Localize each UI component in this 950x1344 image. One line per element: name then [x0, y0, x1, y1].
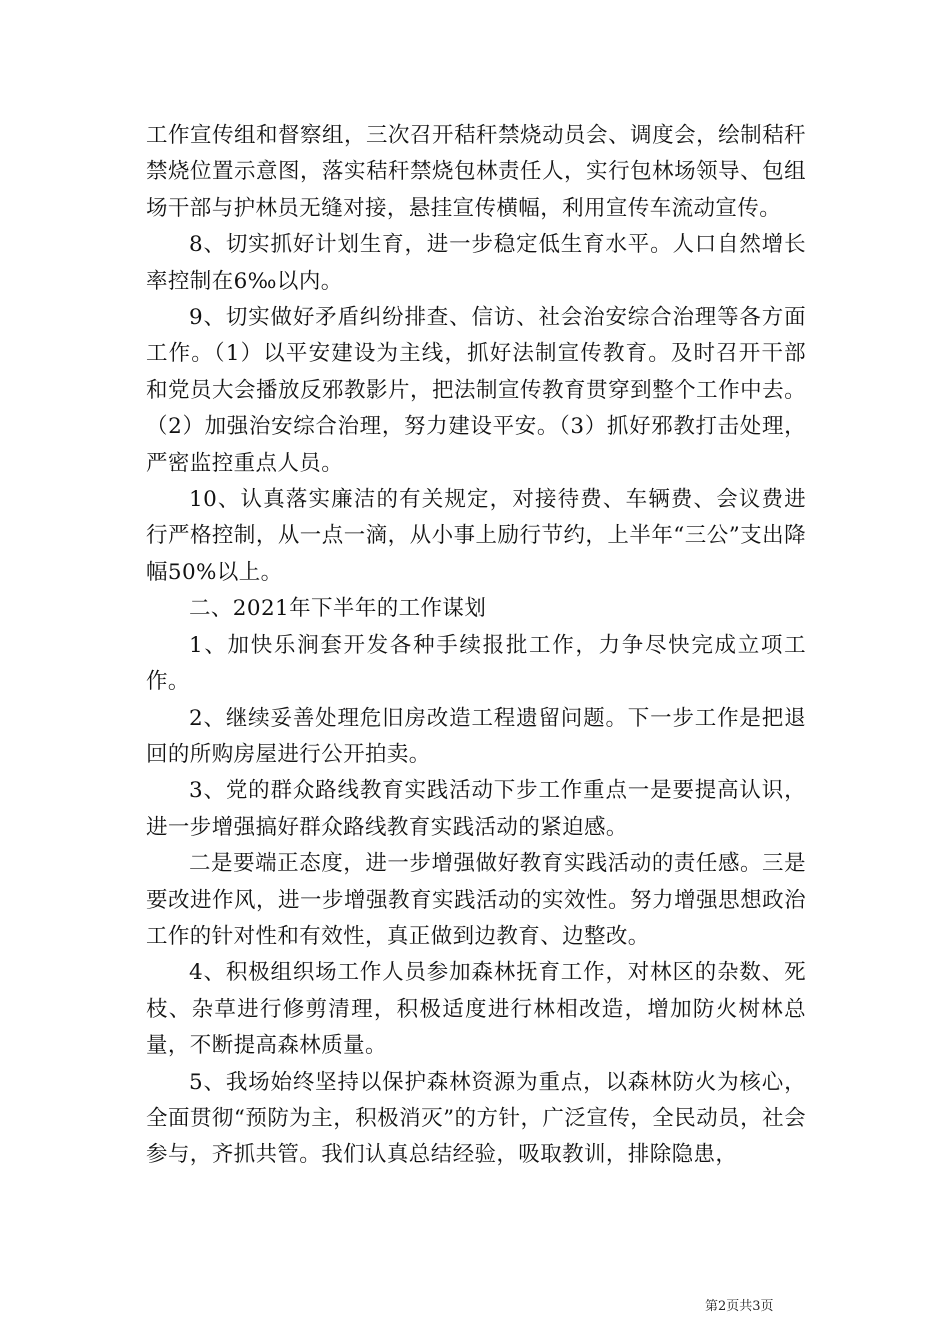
section-heading: 二、2021年下半年的工作谋划: [189, 596, 487, 622]
document-body: [146, 118, 806, 1174]
paragraph-item-8: 8、切实抓好计划生育，进一步稳定低生育水平。人口自然增长率控制在6‰以内。: [146, 232, 806, 294]
paragraph-plan-2: 2、继续妥善处理危旧房改造工程遗留问题。下一步工作是把退回的所购房屋进行公开拍卖。: [146, 705, 806, 767]
paragraph-plan-5: 5、我场始终坚持以保护森林资源为重点，以森林防火为核心，全面贯彻“预防为主，积极消灭”的方针，广泛宣传，全民动员，社会参与，齐抓共管。我们认真总结经验，吸取教训，排除隐患，: [146, 1069, 806, 1168]
paragraph-plan-3: 3、党的群众路线教育实践活动下步工作重点一是要提高认识，进一步增强搞好群众路线教育实践活动的紧迫感。: [146, 778, 806, 840]
paragraph-item-10: 10、认真落实廉洁的有关规定，对接待费、车辆费、会议费进行严格控制，从一点一滴，从小事上励行节约，上半年“三公”支出降幅50%以上。: [146, 487, 806, 585]
page-number: 第2页共3页: [705, 1299, 774, 1314]
paragraph-plan-1: 1、加快乐涧套开发各种手续报批工作，力争尽快完成立项工作。: [146, 632, 806, 695]
paragraph-continuation: 工作宣传组和督察组，三次召开秸秆禁烧动员会、调度会，绘制秸秆禁烧位置示意图，落实秸秆禁烧包林责任人，实行包林场领导、包组场干部与护林员无缝对接，悬挂宣传横幅，利用宣传车流动宣传。: [146, 123, 806, 221]
paragraph-item-9: 9、切实做好矛盾纠纷排查、信访、社会治安综合治理等各方面工作。（1）以平安建设为主线，抓好法制宣传教育。及时召开干部和党员大会播放反邪教影片，把法制宣传教育贯穿到整个工作中去。（2）加强治安综合治理，努力建设平安。（3）抓好邪教打击处理，严密监控重点人员。: [146, 305, 806, 476]
paragraph-plan-3-continued: 二是要端正态度，进一步增强做好教育实践活动的责任感。三是要改进作风，进一步增强教育实践活动的实效性。努力增强思想政治工作的针对性和有效性，真正做到边教育、边整改。: [146, 851, 806, 949]
paragraph-plan-4: 4、积极组织场工作人员参加森林抚育工作，对林区的杂数、死枝、杂草进行修剪清理，积极适度进行林相改造，增加防火树林总量，不断提高森林质量。: [146, 960, 806, 1059]
